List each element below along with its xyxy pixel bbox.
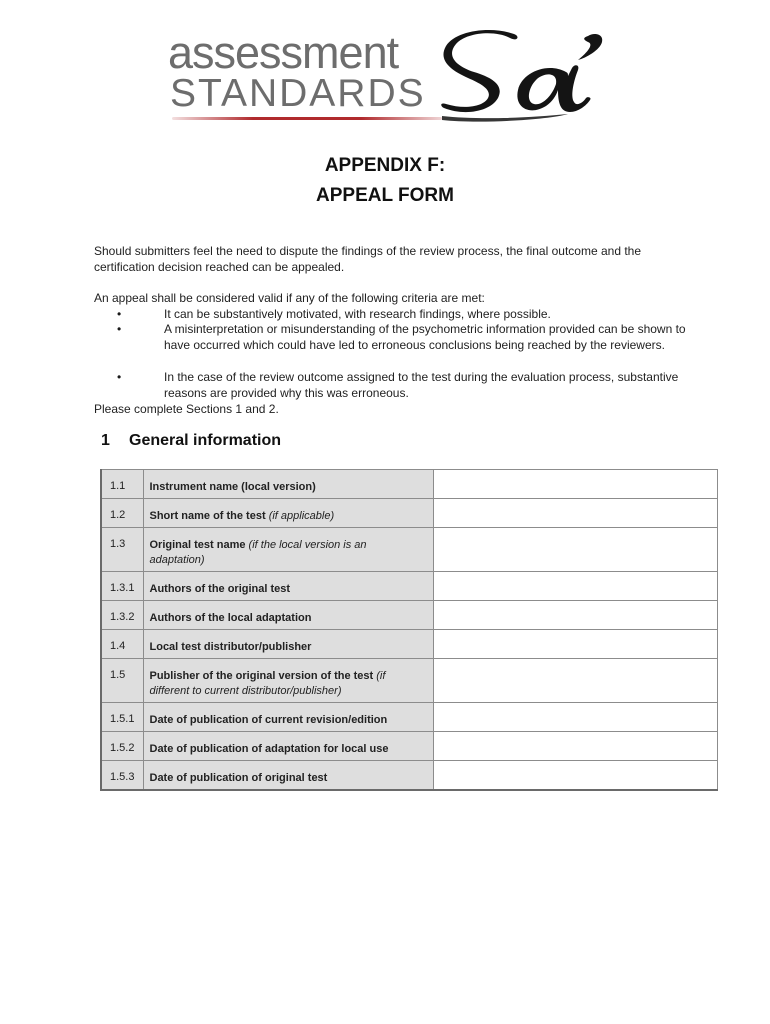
logo-wordmark-top: assessment [168, 27, 399, 78]
form-title: APPEAL FORM [316, 185, 454, 206]
row-label [143, 732, 433, 761]
row-label-text: Date of publication of current revision/edition [149, 714, 388, 726]
row-number: 1.5.2 [101, 732, 143, 761]
row-number: 1.3.2 [101, 601, 143, 630]
row-number: 1.3.1 [101, 572, 143, 601]
table-row [101, 659, 718, 703]
row-label [143, 601, 433, 630]
logo-underline [172, 117, 442, 120]
original-authors-field[interactable] [433, 572, 718, 601]
instruction-text: Please complete Sections 1 and 2. [94, 402, 279, 416]
row-number: 1.5.3 [101, 761, 143, 790]
original-publisher-field[interactable] [433, 659, 718, 703]
row-number: 1.5.1 [101, 703, 143, 732]
row-label [143, 761, 433, 790]
logo-sa-mark [438, 28, 608, 124]
row-label-text: Authors of the local adaptation [149, 612, 312, 624]
intro-paragraph: Should submitters feel the need to dispute the findings of the review process, the final outcome and the certification decision reached can be appealed. [94, 244, 642, 274]
local-adaptation-authors-field[interactable] [433, 601, 718, 630]
row-number: 1.2 [101, 499, 143, 528]
table-row [101, 470, 718, 499]
section-number: 1 [101, 432, 110, 449]
appendix-title: APPENDIX F: [324, 155, 446, 176]
table-row [101, 703, 718, 732]
table-row [101, 732, 718, 761]
assessment-standards-logo [168, 28, 608, 124]
criteria-intro: An appeal shall be considered valid if any of the following criteria are met: [94, 291, 485, 305]
row-label [143, 659, 433, 703]
short-name-field[interactable] [433, 499, 718, 528]
row-label [143, 630, 433, 659]
section-title: General information [129, 432, 282, 449]
row-label-text: Date of publication of original test [149, 772, 328, 784]
bullet-marker: • [117, 307, 122, 321]
row-hint: (if applicable) [268, 510, 335, 522]
original-publication-date-field[interactable] [433, 761, 718, 790]
row-label-text: Short name of the test [149, 510, 266, 522]
table-row [101, 601, 718, 630]
bullet-marker: • [117, 322, 122, 336]
instrument-name-field[interactable] [433, 470, 718, 499]
row-number: 1.3 [101, 528, 143, 572]
row-label-text: Date of publication of adaptation for local use [149, 743, 389, 755]
row-label [143, 499, 433, 528]
criteria-item: It can be substantively motivated, with research findings, where possible. [164, 307, 551, 321]
row-label-text: Authors of the original test [149, 583, 291, 595]
table-row [101, 528, 718, 572]
table-row [101, 630, 718, 659]
row-hint: (if different to current distributor/publisher) [149, 670, 386, 697]
adaptation-date-field[interactable] [433, 732, 718, 761]
general-information-table [100, 469, 718, 791]
row-label-text: Instrument name (local version) [149, 481, 316, 493]
row-label-text: Original test name [149, 539, 246, 551]
row-number: 1.5 [101, 659, 143, 703]
criteria-item: In the case of the review outcome assigned to the test during the evaluation process, substantive reasons are provided why this was erroneous. [164, 370, 679, 400]
table-row [101, 572, 718, 601]
local-publisher-field[interactable] [433, 630, 718, 659]
row-label-text: Publisher of the original version of the test [149, 670, 374, 682]
bullet-marker: • [117, 370, 122, 384]
original-test-name-field[interactable] [433, 528, 718, 572]
table-row [101, 761, 718, 790]
current-revision-date-field[interactable] [433, 703, 718, 732]
row-label-text: Local test distributor/publisher [149, 641, 312, 653]
logo-wordmark-bottom: STANDARDS [170, 72, 426, 115]
row-label [143, 572, 433, 601]
table-row [101, 499, 718, 528]
row-label [143, 703, 433, 732]
row-number: 1.4 [101, 630, 143, 659]
row-label [143, 470, 433, 499]
criteria-item: A misinterpretation or misunderstanding of the psychometric information provided can be shown to have occurred which could have led to erroneous conclusions being reached by the reviewers. [164, 322, 686, 352]
row-label [143, 528, 433, 572]
row-number: 1.1 [101, 470, 143, 499]
row-hint: (if the local version is an adaptation) [149, 539, 367, 566]
section-heading [101, 432, 281, 450]
